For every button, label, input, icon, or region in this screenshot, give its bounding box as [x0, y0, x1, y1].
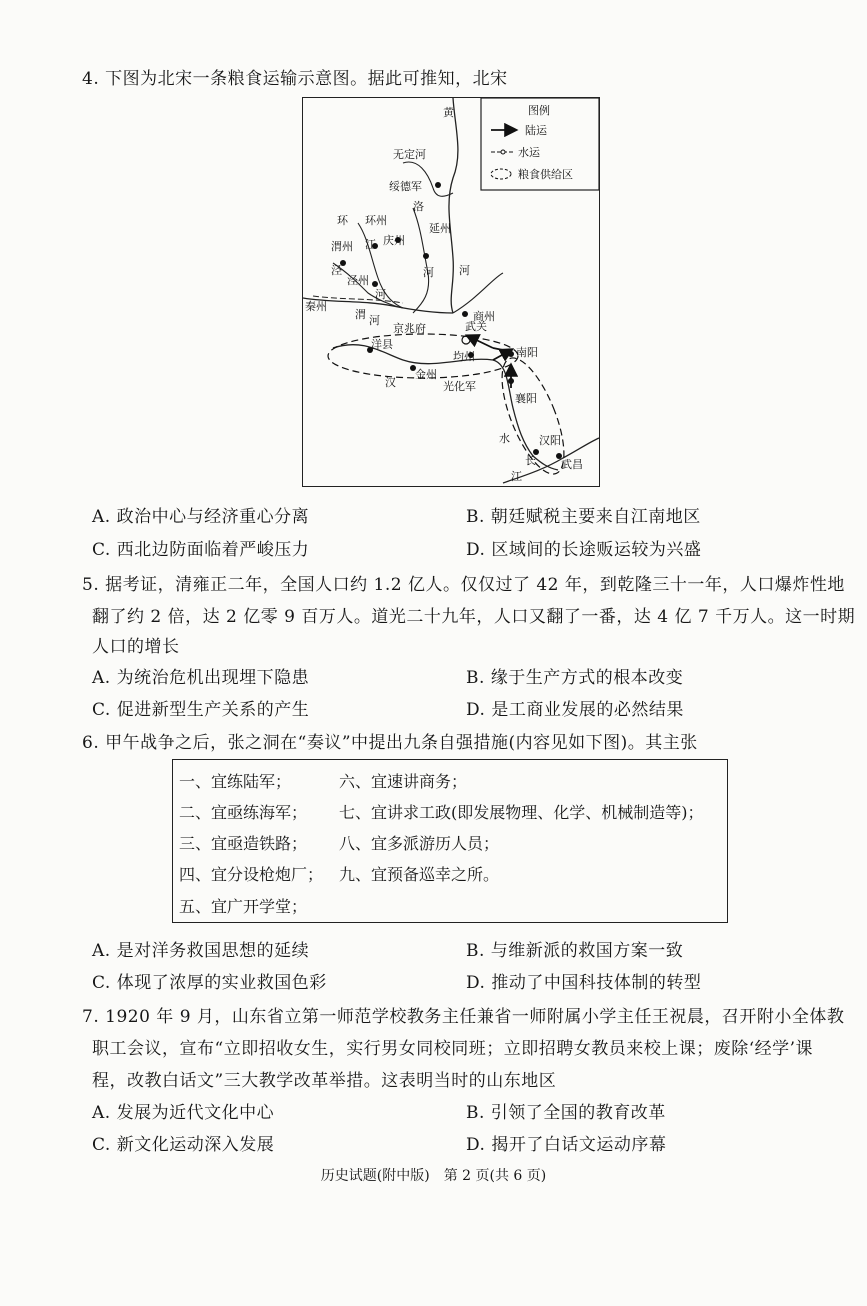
q6-option-a[interactable]: A. 是对洋务救国思想的延续: [92, 941, 310, 961]
measure-2: 二、宜亟练海军；: [179, 803, 308, 822]
map-label-he4: 河: [369, 314, 380, 327]
map-label-jingzhou: 泾州: [347, 274, 369, 287]
luo-river: [413, 208, 429, 313]
map-label-han: 汉: [385, 376, 396, 389]
map-label-xiangyang: 襄阳: [515, 392, 537, 405]
q7-option-d[interactable]: D. 揭开了白话文运动序幕: [466, 1135, 667, 1155]
map-label-shangzhou: 商州: [473, 310, 495, 323]
q7-stem-line2: 职工会议，宣布“立即招收女生，实行男女同校同班；立即招聘女教员来校上课；废除‘经学’课: [92, 1039, 813, 1059]
map-label-huan: 环: [337, 214, 348, 227]
q5-stem-line3: 人口的增长: [92, 637, 180, 657]
q4-stem: 4. 下图为北宋一条粮食运输示意图。据此可推知，北宋: [82, 69, 508, 89]
map-label-huanzhou: 环州: [365, 214, 387, 227]
map-label-junzhou: 均州: [453, 350, 475, 363]
legend-title: 图例: [528, 104, 550, 117]
legend-land-label: 陆运: [525, 124, 547, 137]
measure-4: 四、宜分设枪炮厂；: [179, 865, 324, 884]
map-label-qinzhou: 秦州: [305, 300, 327, 313]
q5-option-c[interactable]: C. 促进新型生产关系的产生: [92, 700, 310, 720]
measure-3: 三、宜亟造铁路；: [179, 834, 308, 853]
q4-option-c[interactable]: C. 西北边防面临着严峻压力: [92, 540, 310, 560]
map-label-chang: 长: [525, 454, 536, 467]
map-label-guanghuajun: 光化军: [443, 380, 476, 393]
q6-option-d[interactable]: D. 推动了中国科技体制的转型: [466, 973, 702, 993]
q5-option-b[interactable]: B. 缘于生产方式的根本改变: [466, 668, 684, 688]
map-label-nanyang: 南阳: [516, 346, 538, 359]
map-label-wuguan: 武关: [465, 320, 487, 333]
map-label-shui: 水: [499, 432, 510, 445]
map-label-qingzhou: 庆州: [383, 234, 405, 247]
map-label-jinzhou: 金州: [415, 368, 437, 381]
measure-1: 一、宜练陆军；: [179, 772, 292, 791]
measure-9: 九、宜预备巡幸之所。: [339, 865, 500, 884]
map-label-wuchang: 武昌: [561, 458, 583, 471]
q6-stem: 6. 甲午战争之后，张之洞在“奏议”中提出九条自强措施(内容见如下图)。其主张: [82, 733, 698, 753]
q7-option-b[interactable]: B. 引领了全国的教育改革: [466, 1103, 666, 1123]
measure-7: 七、宜讲求工政(即发展物理、化学、机械制造等)；: [339, 803, 704, 822]
q4-option-a[interactable]: A. 政治中心与经济重心分离: [92, 507, 310, 527]
land-route-wuguan: [468, 336, 493, 348]
q6-option-b[interactable]: B. 与维新派的救国方案一致: [466, 941, 684, 961]
measure-6: 六、宜速讲商务；: [339, 772, 468, 791]
q5-stem-line1: 5. 据考证，清雍正二年，全国人口约 1.2 亿人。仅仅过了 42 年，到乾隆三十一年，人口爆炸性地: [82, 575, 845, 595]
yellow-river: [449, 98, 458, 313]
measure-8: 八、宜多派游历人员；: [339, 834, 500, 853]
map-label-jing: 泾: [331, 264, 342, 277]
q4-option-b[interactable]: B. 朝廷赋税主要来自江南地区: [466, 507, 701, 527]
map-label-weizhou: 渭州: [331, 240, 353, 253]
grain-transport-map: [302, 97, 600, 487]
map-label-wudinghe: 无定河: [393, 148, 426, 161]
map-svg: [303, 98, 599, 486]
map-label-hanyang: 汉阳: [539, 434, 561, 447]
map-label-he1: 河: [423, 266, 434, 279]
map-label-yangxian: 洋县: [371, 338, 393, 351]
legend-water-label: 水运: [518, 146, 540, 159]
q7-stem-line3: 程，改教白话文”三大教学改革举措。这表明当时的山东地区: [92, 1071, 557, 1091]
map-label-suidejun: 绥德军: [389, 180, 422, 193]
q6-measures-box: [172, 759, 728, 923]
map-label-jiang2: 江: [511, 470, 522, 483]
map-label-wei: 渭: [355, 308, 366, 321]
q5-option-a[interactable]: A. 为统治危机出现埋下隐患: [92, 668, 310, 688]
q6-option-c[interactable]: C. 体现了浓厚的实业救国色彩: [92, 973, 327, 993]
map-label-luo: 洛: [413, 200, 424, 213]
legend-area-label: 粮食供给区: [518, 168, 573, 181]
map-label-jingzhaofu: 京兆府: [393, 322, 426, 335]
q7-stem-line1: 7. 1920 年 9 月，山东省立第一师范学校教务主任兼省一师附属小学主任王祝晨，召开附小全体教: [82, 1007, 845, 1027]
map-label-he3: 河: [375, 288, 386, 301]
q5-stem-line2: 翻了约 2 倍，达 2 亿零 9 百万人。道光二十九年，人口又翻了一番，达 4 亿 7 千万人。这一时期: [92, 607, 856, 627]
measure-5: 五、宜广开学堂；: [179, 897, 308, 916]
q4-option-d[interactable]: D. 区域间的长途贩运较为兴盛: [466, 540, 702, 560]
q5-option-d[interactable]: D. 是工商业发展的必然结果: [466, 700, 684, 720]
q7-option-c[interactable]: C. 新文化运动深入发展: [92, 1135, 275, 1155]
map-label-jiang: 江: [365, 238, 376, 251]
map-label-he2: 河: [459, 264, 470, 277]
q7-option-a[interactable]: A. 发展为近代文化中心: [92, 1103, 275, 1123]
map-label-huang: 黄: [443, 106, 454, 119]
page-footer: 历史试题(附中版) 第 2 页(共 6 页): [320, 1168, 547, 1184]
map-label-yanzhou: 延州: [429, 222, 451, 235]
